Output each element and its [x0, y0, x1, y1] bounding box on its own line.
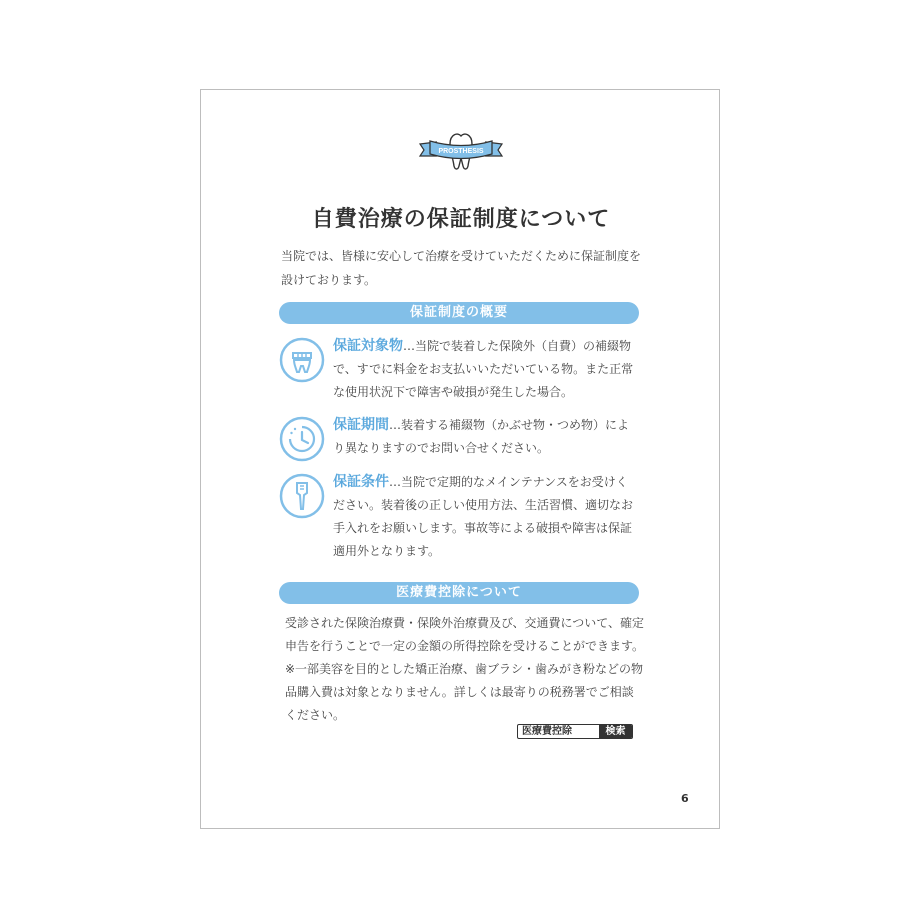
deduction-paragraph: 受診された保険治療費・保険外治療費及び、交通費について、確定申告を行うことで一定の金額の所得控除を受けることができます。 [285, 616, 645, 653]
item-body: …当院で装着した保険外（自費）の補綴物で、すでに料金をお支払いいただいている物。また正常な使用状況下で障害や破損が発生した場合。 [333, 339, 634, 399]
item-body: …当院で定期的なメインテナンスをお受けください。装着後の正しい使用方法、生活習慣、適切なお手入れをお願いします。事故等による破損や障害は保証適用外となります。 [333, 475, 634, 558]
clock-icon [279, 416, 325, 462]
deduction-text [285, 612, 645, 727]
prosthesis-tooth-logo-icon [416, 130, 506, 172]
item-heading: 保証対象物 [333, 338, 403, 354]
section-header-warranty: 保証制度の概要 [279, 302, 639, 324]
item-body: …装着する補綴物（かぶせ物・つめ物）により異なりますのでお問い合せください。 [333, 418, 630, 455]
item-heading: 保証期間 [333, 417, 389, 433]
toothbrush-icon [279, 473, 325, 519]
deduction-note: ※一部美容を目的とした矯正治療、歯ブラシ・歯みがき粉などの物品購入費は対象となりません。詳しくは最寄りの税務署でご相談ください。 [285, 662, 644, 722]
search-query[interactable]: 医療費控除 [522, 726, 572, 737]
crown-tooth-icon [279, 337, 325, 383]
page-number: 6 [681, 792, 689, 805]
page-title: 自費治療の保証制度について [311, 207, 611, 232]
item-heading: 保証条件 [333, 474, 389, 490]
intro-text: 当院では、皆様に安心して治療を受けていただくために保証制度を設けております。 [281, 249, 642, 287]
search-button[interactable]: 検索 [599, 725, 632, 738]
section-header-deduction: 医療費控除について [279, 582, 639, 604]
logo-text: PROSTHESIS [438, 148, 484, 155]
search-box[interactable] [517, 724, 633, 739]
document-page [200, 89, 720, 829]
